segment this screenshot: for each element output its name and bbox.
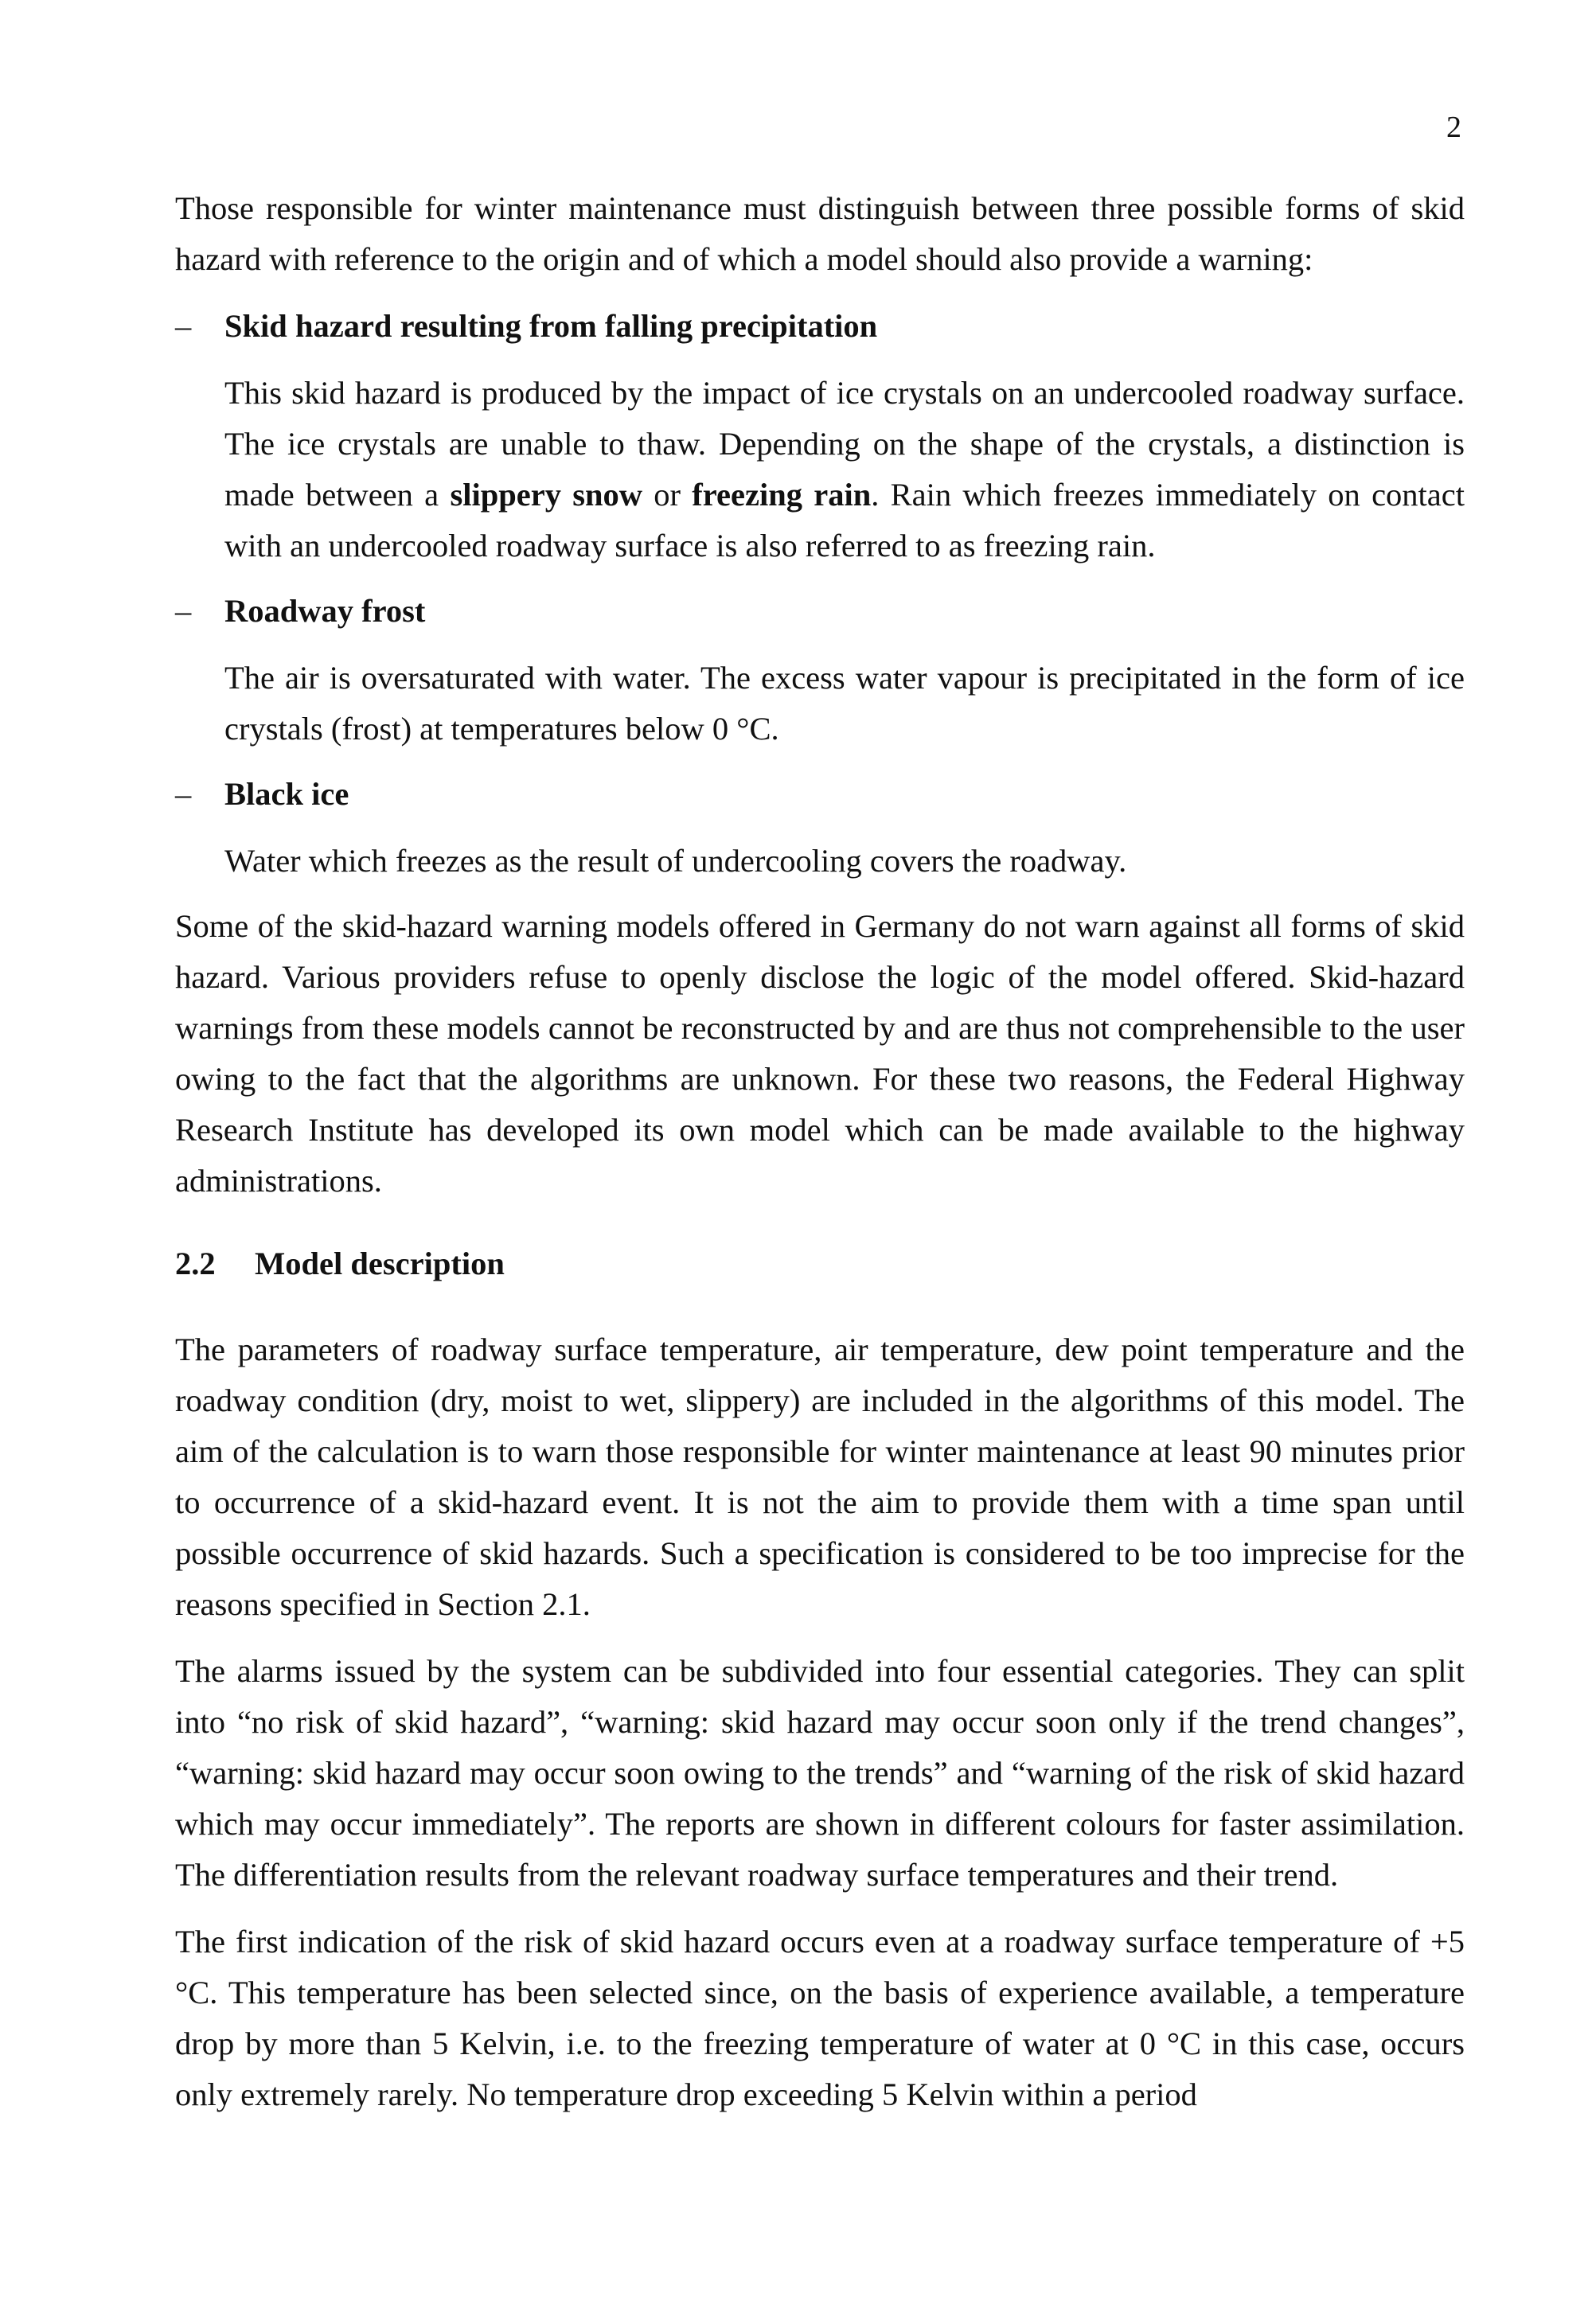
body-paragraph: The first indication of the risk of skid hazard occurs even at a roadway surface temperature of +5 °C. This temperature has been selected since, on the basis of experience available, a temperature drop by more than 5 Kelvin, i.e. to the freezing temperature of water at 0 °C in this case, occurs only extremely rarely. No temperature drop exceeding 5 Kelvin within a period bbox=[175, 1924, 1465, 2112]
hazard-description: The air is oversaturated with water. The excess water vapour is precipitated in the form of ice crystals (frost) at temperatures below 0 °C. bbox=[224, 660, 1465, 747]
section-title: Model description bbox=[255, 1246, 505, 1281]
body-paragraph: The parameters of roadway surface temperature, air temperature, dew point temperature and the roadway condition (dry, moist to wet, slippery) are included in the algorithms of this model. The aim of the calculation is to warn those responsible for winter maintenance at least 90 minutes prior to occurrence of a skid-hazard event. It is not the aim to provide them with a time span until possible occurrence of skid hazards. Such a specification is considered to be too imprecise for the reasons specified in Section 2.1. bbox=[175, 1332, 1465, 1622]
list-item bbox=[175, 586, 1465, 755]
hazard-description: Water which freezes as the result of undercooling covers the roadway. bbox=[224, 843, 1127, 879]
body-paragraph: Some of the skid-hazard warning models offered in Germany do not warn against all forms of skid hazard. Various providers refuse to openly disclose the logic of the model offered. Skid-hazard warnings from these models cannot be reconstructed by and are thus not comprehensible to the user owing to the fact that the algorithms are unknown. For these two reasons, the Federal Highway Research Institute has developed its own model which can be made available to the highway administrations. bbox=[175, 908, 1465, 1199]
intro-paragraph: Those responsible for winter maintenance must distinguish between three possible forms of skid hazard with reference to the origin and of which a model should also provide a warning: bbox=[175, 190, 1465, 277]
term-slippery-snow: slippery snow bbox=[450, 477, 643, 513]
body-paragraph: The alarms issued by the system can be subdivided into four essential categories. They can split into “no risk of skid hazard”, “warning: skid hazard may occur soon only if the trend changes”, “warning: skid hazard may occur soon owing to the trends” and “warning of the risk of skid hazard which may occur immediately”. The reports are shown in different colours for faster assimilation. The differentiation results from the relevant roadway surface temperatures and their trend. bbox=[175, 1653, 1465, 1893]
list-item bbox=[175, 769, 1465, 887]
page-number: 2 bbox=[1446, 111, 1461, 144]
section-heading bbox=[175, 1238, 1465, 1289]
dash-bullet: – bbox=[175, 593, 192, 629]
dash-bullet: – bbox=[175, 776, 192, 812]
hazard-title: Skid hazard resulting from falling precipitation bbox=[224, 308, 878, 344]
term-freezing-rain: freezing rain bbox=[692, 477, 872, 513]
page-content bbox=[175, 183, 1465, 2136]
dash-bullet: – bbox=[175, 308, 192, 344]
list-item bbox=[175, 301, 1465, 571]
section-number: 2.2 bbox=[175, 1246, 216, 1281]
hazard-title: Roadway frost bbox=[224, 593, 426, 629]
hazard-list bbox=[175, 301, 1465, 887]
hazard-description: This skid hazard is produced by the impact of ice crystals on an undercooled roadway surface. The ice crystals are unable to thaw. Depending on the shape of the crystals, a distinction is made between a slippery snow or freezing rain. Rain which freezes immediately on contact with an undercooled roadway surface is also referred to as freezing rain. bbox=[224, 375, 1465, 563]
hazard-title: Black ice bbox=[224, 776, 349, 812]
